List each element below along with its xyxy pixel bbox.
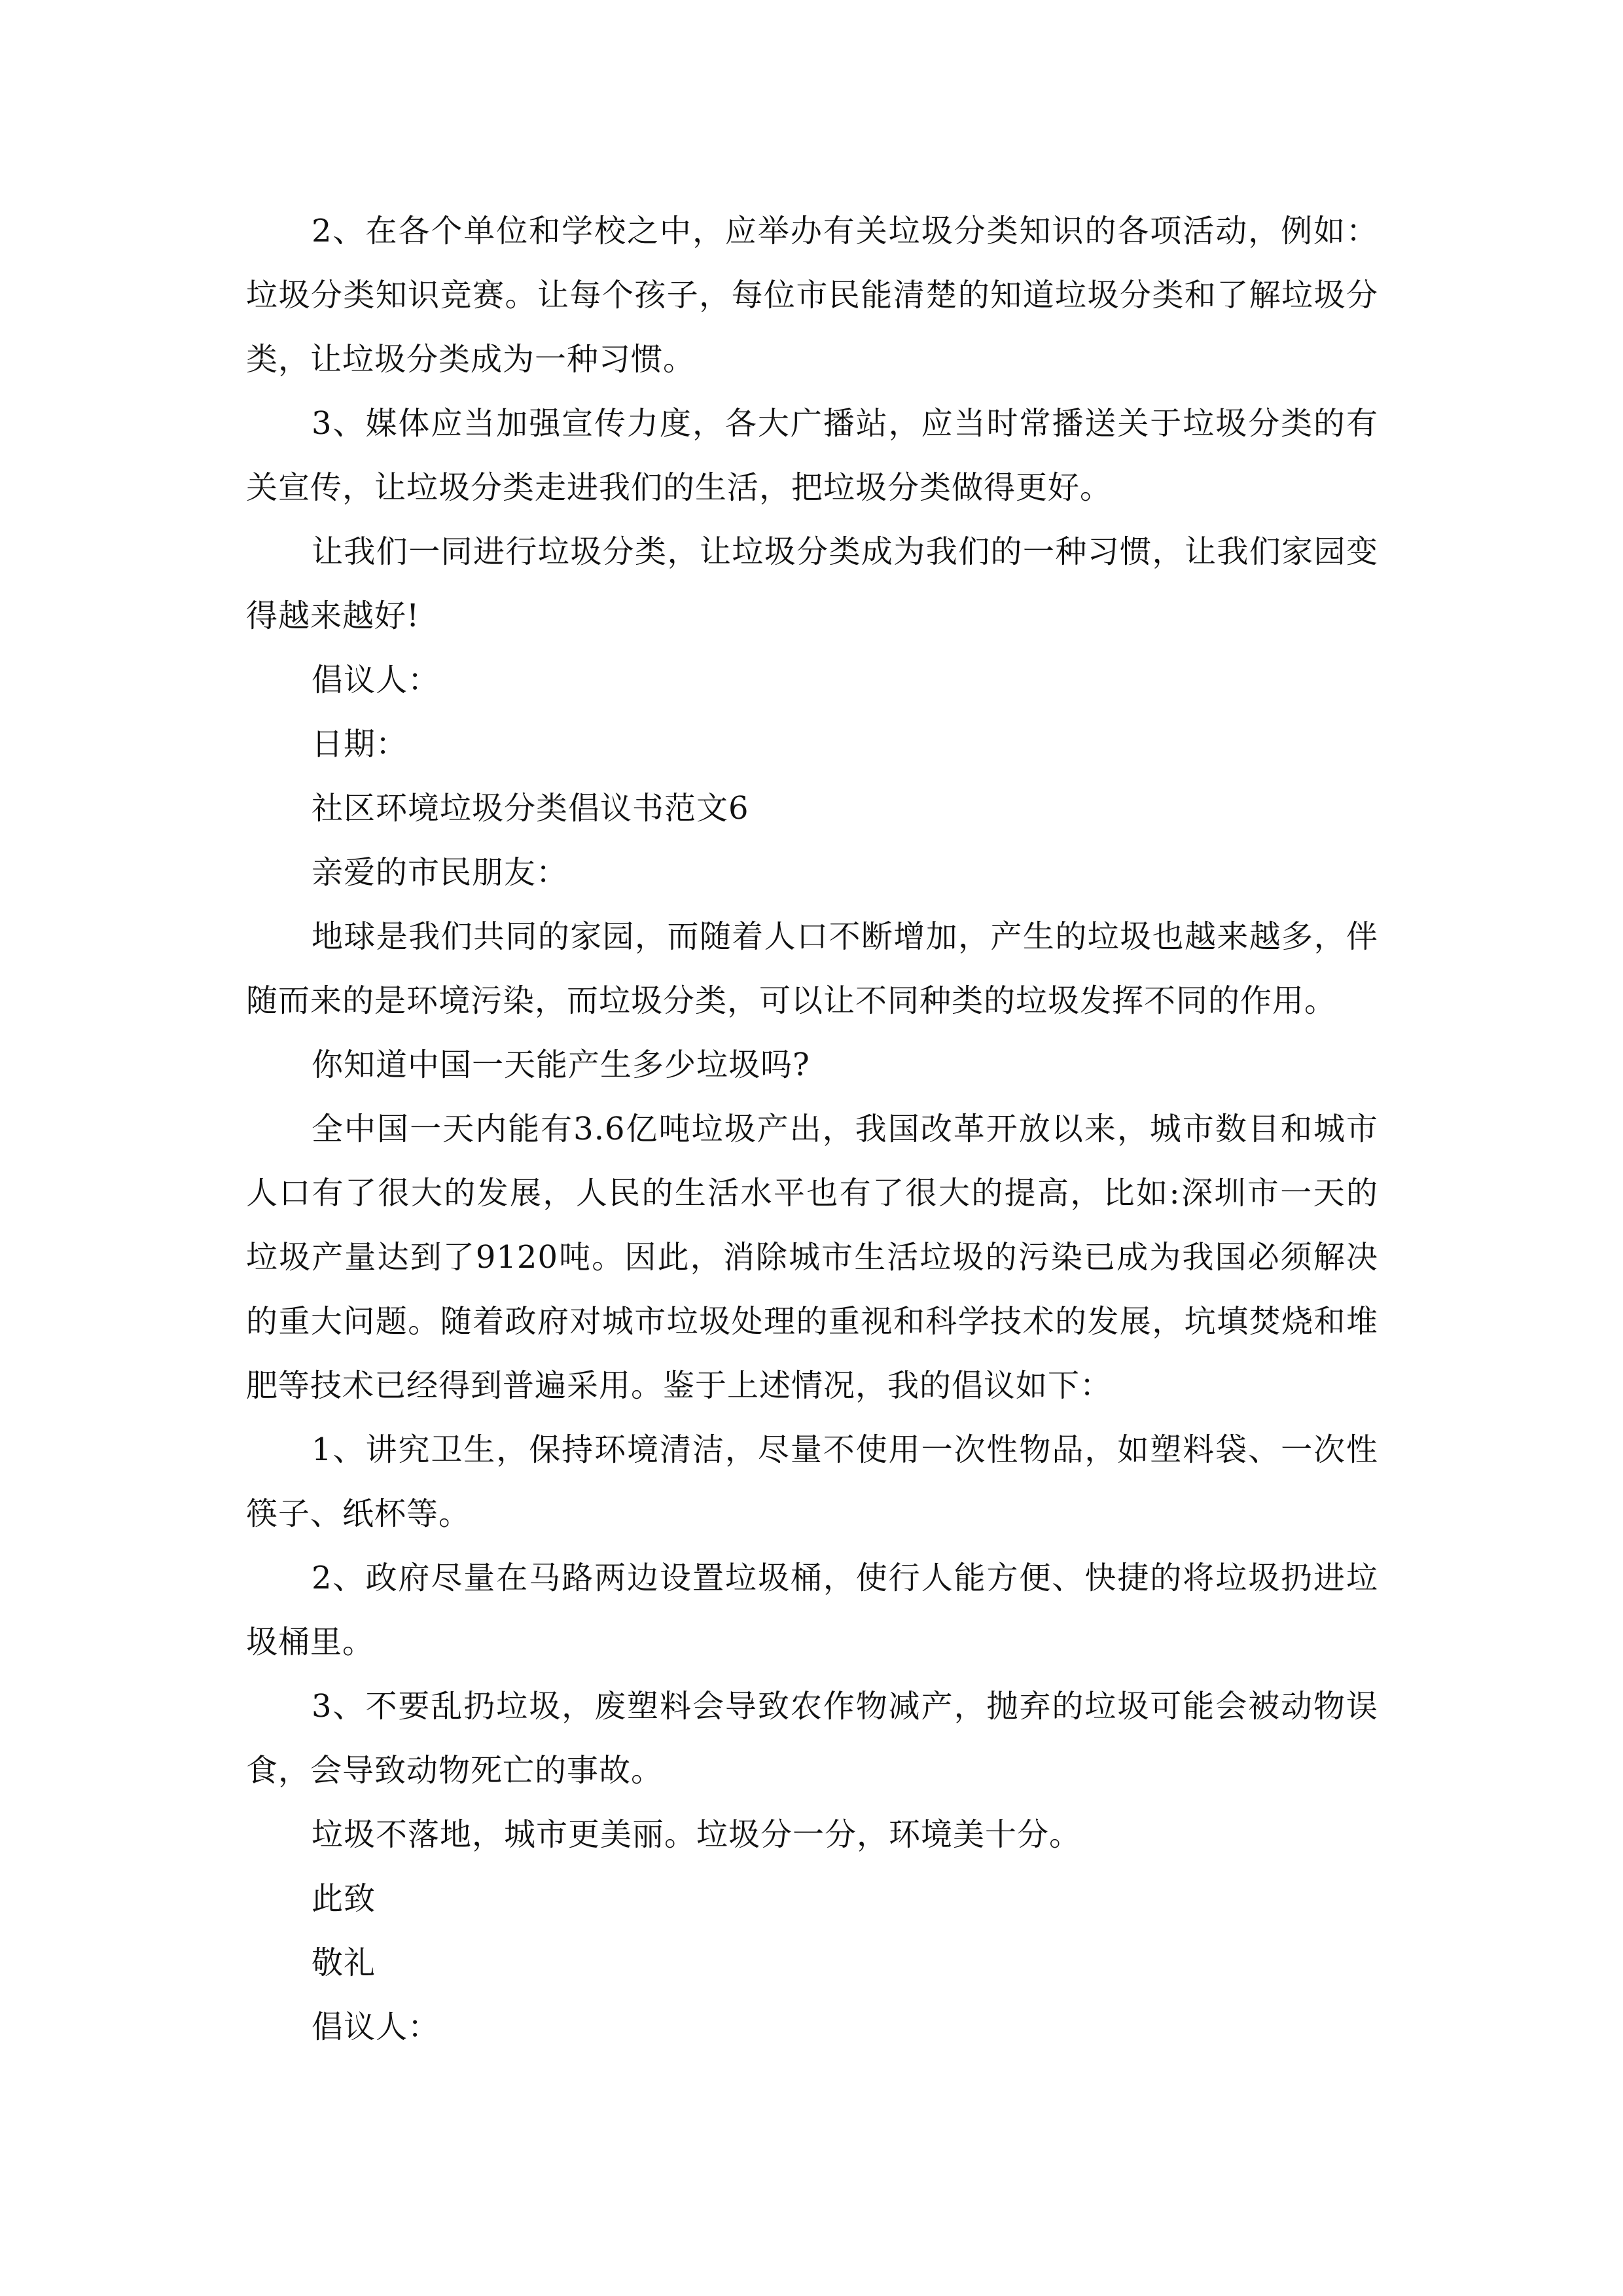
salutation: 亲爱的市民朋友： [312,854,569,891]
paragraph-item-1-hygiene: 1、讲究卫生，保持环境清洁，尽量不使用一次性物品，如塑料袋、一次性筷子、纸杯等。 [246,1431,1378,1532]
date-label: 日期： [312,726,408,762]
closing-jingli: 敬礼 [312,1945,376,1981]
paragraph-closing-call: 让我们一同进行垃圾分类，让垃圾分类成为我们的一种习惯，让我们家园变得越来越好! [246,533,1378,634]
paragraph-statistics: 全中国一天内能有3.6亿吨垃圾产出，我国改革开放以来，城市数目和城市人口有了很大的发展，人民的生活水平也有了很大的提高，比如:深圳市一天的垃圾产量达到了9120吨。因此，消除城市生活垃圾的污染已成为我国必须解决的重大问题。随着政府对城市垃圾处理的重视和科学技术的发展，坑填焚烧和堆肥等技术已经得到普遍采用。鉴于上述情况，我的倡议如下： [246,1111,1378,1404]
paragraph-item-3-littering: 3、不要乱扔垃圾，废塑料会导致农作物减产，抛弃的垃圾可能会被动物误食，会导致动物死亡的事故。 [246,1688,1378,1789]
document-body [246,199,1378,2059]
paragraph-question: 你知道中国一天能产生多少垃圾吗? [312,1047,810,1083]
section-title: 社区环境垃圾分类倡议书范文6 [312,790,749,827]
paragraph-item-2-bins: 2、政府尽量在马路两边设置垃圾桶，使行人能方便、快捷的将垃圾扔进垃圾桶里。 [246,1560,1378,1660]
paragraph-slogan: 垃圾不落地，城市更美丽。垃圾分一分，环境美十分。 [312,1816,1082,1853]
initiator-label-end: 倡议人： [312,2009,440,2045]
paragraph-item-3-media: 3、媒体应当加强宣传力度，各大广播站，应当时常播送关于垃圾分类的有关宣传，让垃圾分类走进我们的生活，把垃圾分类做得更好。 [246,405,1378,506]
paragraph-item-2-activities: 2、在各个单位和学校之中，应举办有关垃圾分类知识的各项活动，例如：垃圾分类知识竞赛。让每个孩子，每位市民能清楚的知道垃圾分类和了解垃圾分类，让垃圾分类成为一种习惯。 [246,213,1378,378]
initiator-label: 倡议人： [312,662,440,698]
paragraph-intro: 地球是我们共同的家园，而随着人口不断增加，产生的垃圾也越来越多，伴随而来的是环境污染，而垃圾分类，可以让不同种类的垃圾发挥不同的作用。 [246,918,1378,1019]
closing-cizhi: 此致 [312,1880,376,1917]
